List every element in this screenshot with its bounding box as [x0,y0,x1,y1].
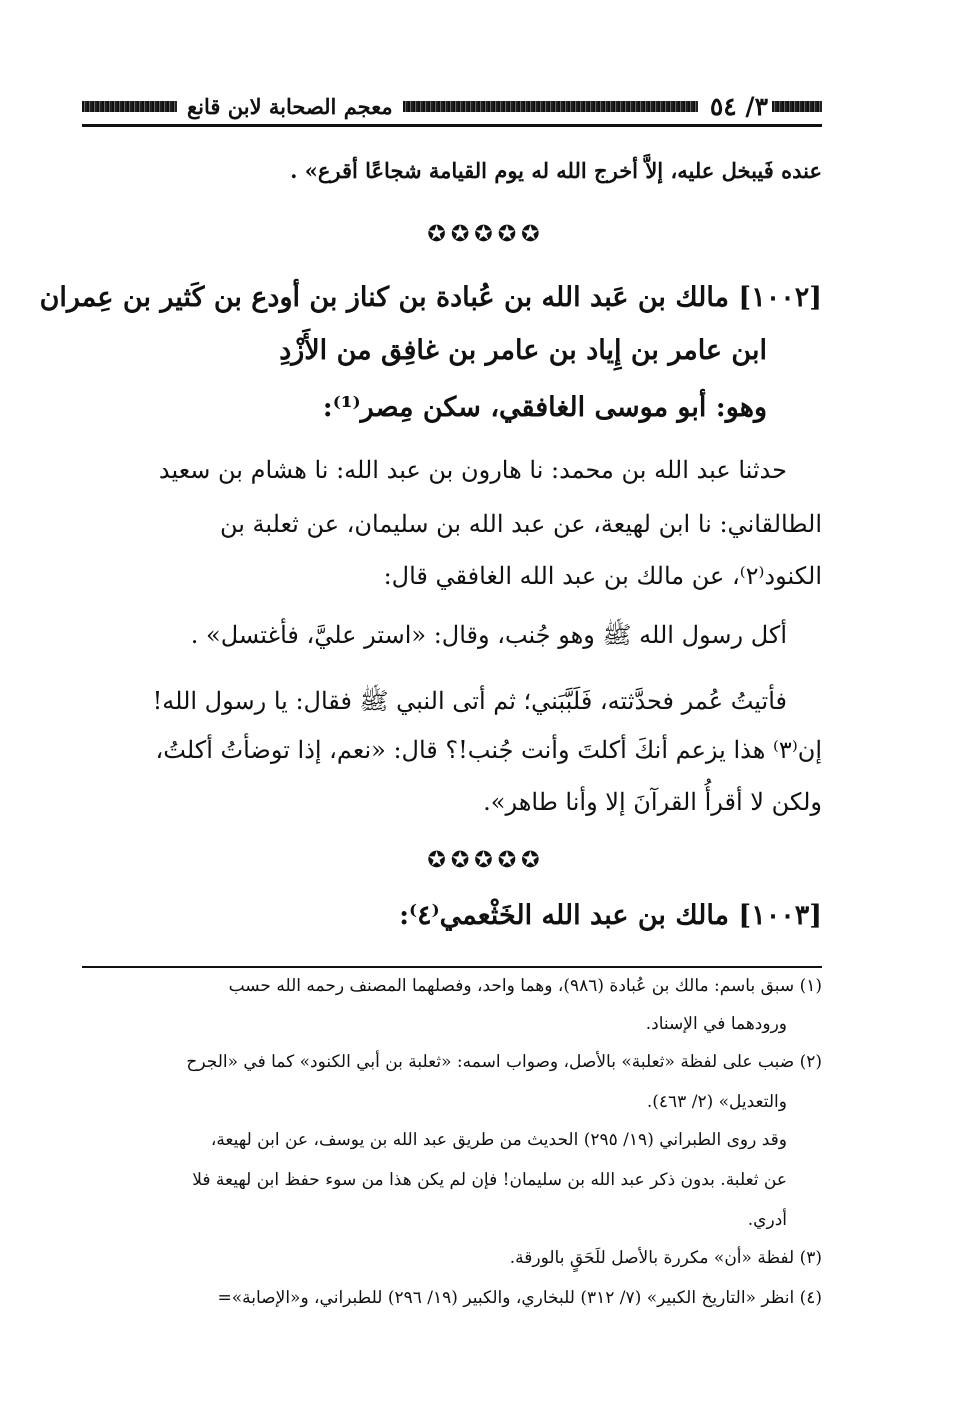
footnote-line: أدري. [747,1210,787,1230]
footnote-line: والتعديل» (٢/ ٤٦٣). [646,1092,787,1112]
entry-1002-text-line: إن⁽٣⁾ هذا يزعم أنكَ أكلتَ وأنت جُنب!؟ قال: «نعم، إذا توضأتُ أكلتُ، [155,736,822,764]
entry-1002-text-line: الطالقاني: نا ابن لهيعة، عن عبد الله بن سليمان، عن ثعلبة بن [219,510,822,538]
entry-1002-text-line: ولكن لا أقرأُ القرآنَ إلا وأنا طاهر». [483,788,822,816]
footnote-line: (٢) ضبب على لفظة «ثعلبة» بالأصل، وصواب اسمه: «ثعلبة بن أبي الكنود» كما في «الجرح [186,1052,822,1072]
entry-1002-title-line1: [١٠٠٢] مالك بن عَبد الله بن عُبادة بن كناز بن أودع بن كَثير بن عِمران [39,282,822,313]
footnote-line: (٣) لفظة «أن» مكررة بالأصل للَحَقٍ بالورقة. [509,1248,822,1268]
entry-1002-text-line: حدثنا عبد الله بن محمد: نا هارون بن عبد الله: نا هشام بن سعيد [158,456,787,484]
header-ornament-left [82,101,177,112]
header-ornament-right [772,101,822,112]
footnote-line: (٤) انظر «التاريخ الكبير» (٧/ ٣١٢) للبخاري، والكبير (١٩/ ٢٩٦) للطبراني، و«الإصابة»= [217,1288,822,1308]
book-title: معجم الصحابة لابن قانع [187,93,393,119]
footnote-line: (١) سبق باسم: مالك بن عُبادة (٩٨٦)، وهما واحد، وفصلهما المصنف رحمه الله حسب [228,976,822,996]
footnote-line: عن ثعلبة. بدون ذكر عبد الله بن سليمان! فإن لم يكن هذا من سوء حفظ ابن لهيعة فلا [192,1170,787,1190]
running-header [82,92,822,120]
previous-entry-ending: عنده فَيبخل عليه، إلاَّ أخرج الله له يوم القيامة شجاعًا أقرع» . [290,158,822,183]
header-rule [82,124,822,127]
entry-1003-title: [١٠٠٣] مالك بن عبد الله الخَثْعمي⁽٤⁾: [399,900,822,931]
page-number: ٣/ ٥٤ [709,91,768,121]
footnote-line: وقد روى الطبراني (١٩/ ٢٩٥) الحديث من طريق عبد الله بن يوسف، عن ابن لهيعة، [210,1130,787,1150]
entry-1002-text-line: الكنود⁽٢⁾، عن مالك بن عبد الله الغافقي قال: [383,562,822,590]
section-separator: ✪✪✪✪✪ [427,222,545,247]
entry-1002-title-line2: ابن عامر بن إِياد بن عامر بن غافِق من الأَزْدِ [279,335,767,366]
entry-1002-text-line: فأتيتُ عُمر فحدَّثته، فَلَبَّبَني؛ ثم أتى النبي ﷺ فقال: يا رسول الله! [152,687,787,715]
footnote-rule [82,966,822,968]
footnote-line: ورودهما في الإسناد. [645,1014,787,1034]
header-ornament-middle [403,101,698,112]
entry-1002-title-line3: وهو: أبو موسى الغافقي، سكن مِصر⁽¹⁾: [322,392,767,423]
entry-1002-text-line: أكل رسول الله ﷺ وهو جُنب، وقال: «استر عليَّ، فأغتسل» . [190,621,787,649]
section-separator: ✪✪✪✪✪ [427,848,545,873]
